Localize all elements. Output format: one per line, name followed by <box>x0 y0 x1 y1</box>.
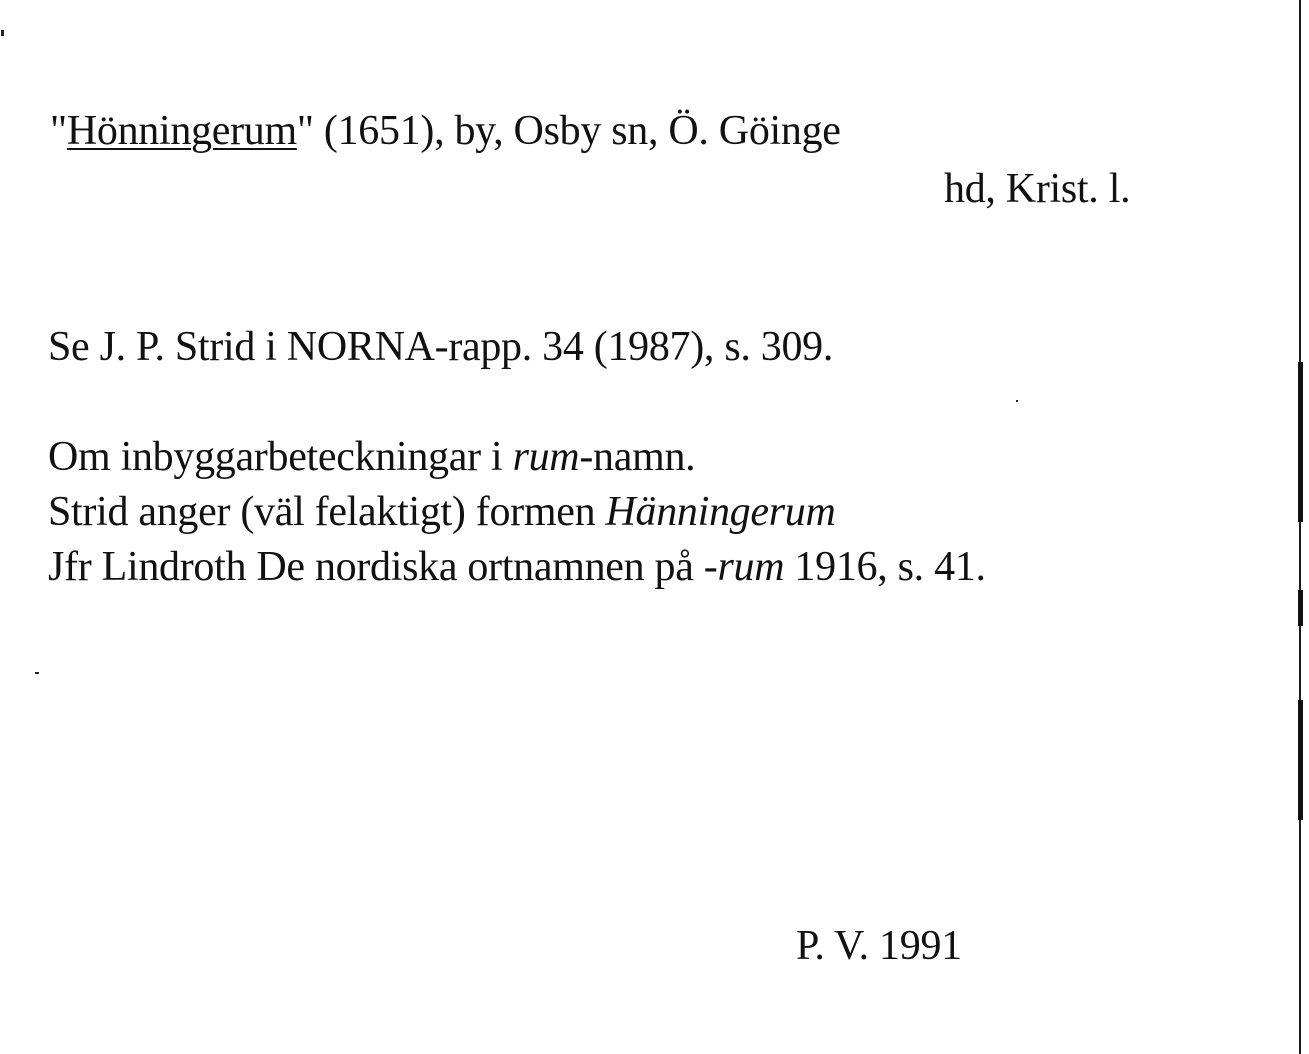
notes-line-3 <box>48 546 986 588</box>
notes-line-1-text: Om inbyggarbeteckningar i <box>48 434 513 480</box>
notes-line-3-end: 1916, s. 41. <box>784 544 986 590</box>
scan-speck <box>35 672 39 674</box>
heading-continuation: hd, Krist. l. <box>944 166 1131 212</box>
scan-edge-mark <box>1298 700 1303 820</box>
scan-edge-mark <box>1298 590 1303 626</box>
scan-edge-mark <box>1298 362 1303 522</box>
notes-line-3-italic: -rum <box>703 544 785 590</box>
heading-details: " (1651), by, Osby sn, Ö. Göinge <box>296 108 841 154</box>
notes-line-3-text: Jfr Lindroth De nordiska ortnamnen på <box>48 544 704 590</box>
reference-text: Se J. P. Strid i NORNA-rapp. 34 (1987), s. 309. <box>48 324 834 370</box>
quote-open: " <box>50 108 67 154</box>
signature-line <box>796 925 962 967</box>
scan-speck <box>1016 400 1018 402</box>
heading-line-2 <box>944 168 1130 210</box>
notes-line-1-italic: rum <box>512 434 580 480</box>
notes-line-2 <box>48 491 836 533</box>
notes-line-1-end: -namn. <box>579 434 696 480</box>
signature: P. V. 1991 <box>796 923 962 969</box>
scan-speck <box>1 30 4 36</box>
place-name: Hönningerum <box>66 108 297 154</box>
reference-line <box>48 326 833 368</box>
notes-line-2-italic: Hänningerum <box>605 489 836 535</box>
scan-edge-line <box>1299 0 1301 1054</box>
notes-line-2-text: Strid anger (väl felaktigt) formen <box>48 489 606 535</box>
heading-line-1 <box>50 110 841 152</box>
notes-line-1 <box>48 436 695 478</box>
